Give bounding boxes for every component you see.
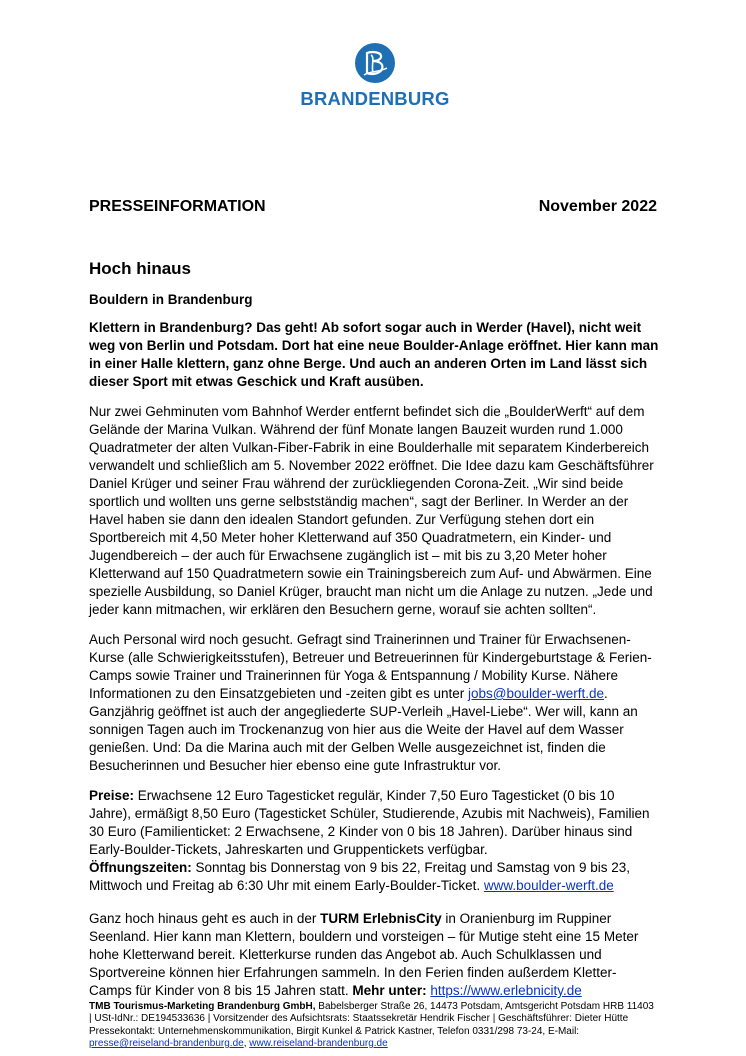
logo-wordmark: BRANDENBURG	[300, 88, 450, 109]
prices-paragraph	[89, 787, 659, 895]
press-label: PRESSEINFORMATION	[89, 198, 266, 215]
more-label: Mehr unter:	[352, 983, 427, 998]
hours-label: Öffnungszeiten:	[89, 860, 192, 875]
hours-text: Sonntag bis Donnerstag von 9 bis 22, Freitag und Samstag von 9 bis 23, Mittwoch und Freitag ab 6:30 Uhr mit einem Early-Boulder-Ticket.	[89, 860, 631, 893]
press-header	[89, 198, 657, 220]
footer-company: TMB Tourismus-Marketing Brandenburg GmbH,	[89, 1001, 316, 1012]
brandenburg-logo	[290, 42, 460, 110]
boulder-werft-link[interactable]: www.boulder-werft.de	[483, 878, 614, 893]
jobs-email-link[interactable]: jobs@boulder-werft.de	[468, 686, 605, 701]
body-paragraph-2	[89, 631, 659, 775]
press-date: November 2022	[538, 198, 657, 215]
venue-name: TURM ErlebnisCity	[320, 911, 442, 926]
paragraph-text: Auch Personal wird noch gesucht. Gefragt sind Trainerinnen und Trainer für Erwachsenen-Kurse (alle Schwierigkeitsstufen), Betreuer und Betreuerinnen für Kindergeburtstage & Ferien-Camps sowie Trainer und Trainerinnen für Yoga & Entspannung / Mobility Kurse. Nähere Informationen zu den Einsatzgebieten und -zeiten gibt es unter	[89, 632, 652, 701]
brandenburg-emblem-icon	[354, 42, 396, 84]
footer-separator: ,	[243, 1037, 250, 1049]
erlebnicity-link[interactable]: https://www.erlebnicity.de	[430, 983, 582, 998]
footer-email-link[interactable]: presse@reiseland-brandenburg.de	[89, 1037, 244, 1049]
paragraph-text: Ganz hoch hinaus geht es auch in der	[89, 911, 321, 926]
prices-label: Preise:	[89, 788, 135, 803]
body-paragraph-3	[89, 910, 659, 1000]
body-paragraph-1: Nur zwei Gehminuten vom Bahnhof Werder entfernt befindet sich die „BoulderWerft“ auf dem Gelände der Marina Vulkan. Während der fünf Monate langen Bauzeit wurden rund 1.000 Quadratmeter der alten Vulkan-Fiber-Fabrik in eine Boulderhalle mit separatem Kinderbereich verwandelt und schließlich am 5. November 2022 eröffnet. Die Idee dazu kam Geschäftsführer Daniel Krüger und seiner Frau während der zurückliegenden Corona-Zeit. „Wir sind beide sportlich und wollten uns gerne selbstständig machen“, sagt der Berliner. In Werder an der Havel haben sie dann den idealen Standort gefunden. Zur Verfügung stehen dort ein Sportbereich mit 4,50 Meter hoher Kletterwand auf 350 Quadratmetern, ein Kinder- und Jugendbereich – der auch für Erwachsene zugänglich ist – mit bis zu 3,20 Meter hoher Kletterwand auf 150 Quadratmetern sowie ein Trainingsbereich zum Auf- und Abwärmen. Eine spezielle Ausbildung, so Daniel Krüger, braucht man nicht um die Anlage zu nutzen. „Jede und jeder kann mitmachen, wir erklären den Besuchern gerne, worauf sie achten sollten“.	[89, 404, 654, 617]
footer-website-link[interactable]: www.reiseland-brandenburg.de	[249, 1037, 388, 1049]
paragraph-text: . Ganzjährig geöffnet ist auch der angegliederte SUP-Verleih „Havel-Liebe“. Wer will, kann an sonnigen Tagen auch im Trockenanzug von hier aus die Weite der Havel auf dem Wasser genießen. Und: Da die Marina auch mit der Gelben Welle ausgezeichnet ist, finden die Besucherinnen und Besucher hier ebenso eine gute Infrastruktur vor.	[89, 686, 638, 773]
prices-text: Erwachsene 12 Euro Tagesticket regulär, Kinder 7,50 Euro Tagesticket (0 bis 10 Jahre), ermäßigt 8,50 Euro (Tagesticket Schüler, Studierende, Azubis mit Nachweis), Familien 30 Euro (Familienticket: 2 Erwachsene, 2 Kinder von 0 bis 18 Jahren). Darüber hinaus sind Early-Boulder-Tickets, Jahreskarten und Gruppentickets verfügbar.	[89, 788, 650, 857]
footer	[89, 1001, 659, 1050]
page-subtitle: Bouldern in Brandenburg	[89, 292, 253, 307]
article	[89, 258, 659, 1012]
page-title: Hoch hinaus	[89, 259, 192, 278]
lead-paragraph: Klettern in Brandenburg? Das geht! Ab sofort sogar auch in Werder (Havel), nicht weit weg von Berlin und Potsdam. Dort hat eine neue Boulder-Anlage eröffnet. Hier kann man in einer Halle klettern, ganz ohne Berge. Und auch an anderen Orten im Land lässt sich dieser Sport mit etwas Geschick und Kraft ausüben.	[89, 320, 659, 389]
paragraph-text: in Oranienburg im Ruppiner Seenland. Hier kann man Klettern, bouldern und vorsteigen – für Mutige steht eine 15 Meter hohe Kletterwand bereit. Kletterkurse runden das Angebot ab. Auch Schulklassen und Sportvereine können hier Erfahrungen sammeln. In den Ferien finden außerdem Kletter-Camps für Kinder von 8 bis 15 Jahren statt.	[89, 911, 639, 998]
footer-text: Babelsberger Straße 26, 14473 Potsdam, Amtsgericht Potsdam HRB 11403 | USt-IdNr.: DE194533636 | Vorsitzender des Aufsichtsrats: Staatssekretär Hendrik Fischer | Geschäftsführer: Dieter Hütte Pressekontakt: Unternehmenskommunikation, Birgit Kunkel & Patrick Kastner, Telefon 0331/298 73-24, E-Mail:	[89, 1001, 654, 1037]
